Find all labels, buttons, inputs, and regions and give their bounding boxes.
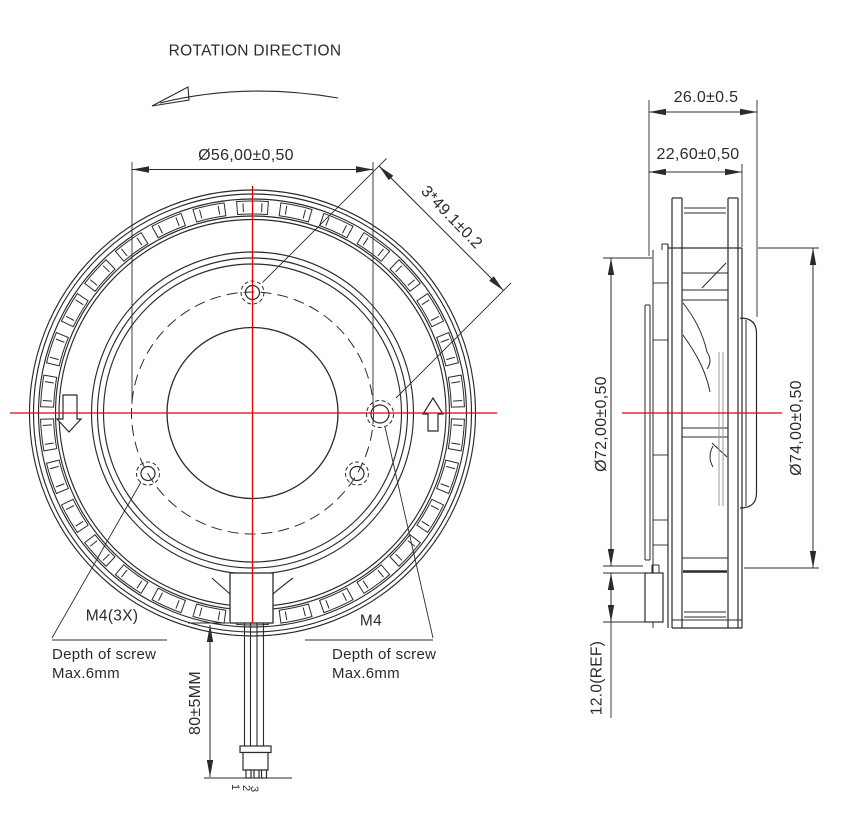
- mounting-holes: [137, 281, 394, 485]
- note-depth-right: [332, 646, 436, 683]
- pin-label-2: 2: [240, 784, 252, 792]
- dim-dia74-label: Ø74,00±0,50: [788, 380, 805, 476]
- plug-flange: [240, 746, 271, 753]
- note-depth-right-line1: Depth of screw: [332, 646, 437, 663]
- pin-label-3: 3: [248, 785, 260, 793]
- dim-wire-length-label: 80±5MM: [187, 671, 204, 735]
- pin-label-1: 1: [229, 783, 241, 791]
- dim-bolt-circle-label: Ø56,00±0,50: [198, 147, 294, 164]
- note-depth-left-line2: Max.6mm: [52, 664, 120, 682]
- note-depth-right-line2: Max.6mm: [332, 664, 400, 682]
- neck-fillet-right: [273, 578, 293, 594]
- plug-pin-1: [246, 770, 251, 778]
- note-depth-left: [52, 646, 156, 683]
- dim-connector-ref-label: 12.0(REF): [588, 640, 606, 716]
- note-depth-left-line1: Depth of screw: [52, 646, 157, 663]
- dim-dia72-label: Ø72,00±0,50: [593, 376, 610, 472]
- plug-pin-2: [254, 770, 259, 778]
- side-connector-block: [645, 573, 663, 622]
- side-dimensions: [603, 100, 819, 718]
- plug: [240, 746, 271, 778]
- dim-hole-spacing-label: 3*49.1±0.2: [417, 182, 486, 253]
- label-m4: M4: [359, 612, 383, 630]
- connector-box: [230, 573, 273, 623]
- rotation-direction-label: ROTATION DIRECTION: [168, 42, 342, 60]
- neck-fillet-left: [212, 578, 230, 594]
- mounting-hole-right-m4: [367, 401, 394, 428]
- arrow-up-icon: [423, 398, 443, 431]
- label-m4-3x: M4(3X): [85, 607, 139, 625]
- plug-pin-3: [262, 770, 267, 778]
- dim-housing-depth-label: 22,60±0,50: [656, 146, 740, 163]
- plug-body: [243, 753, 268, 771]
- mounting-hole-bottom-right: [346, 462, 369, 485]
- rotation-arrow: [152, 87, 338, 106]
- dim-total-depth-label: 26.0±0.5: [673, 89, 739, 106]
- lead-wires: [245, 623, 264, 746]
